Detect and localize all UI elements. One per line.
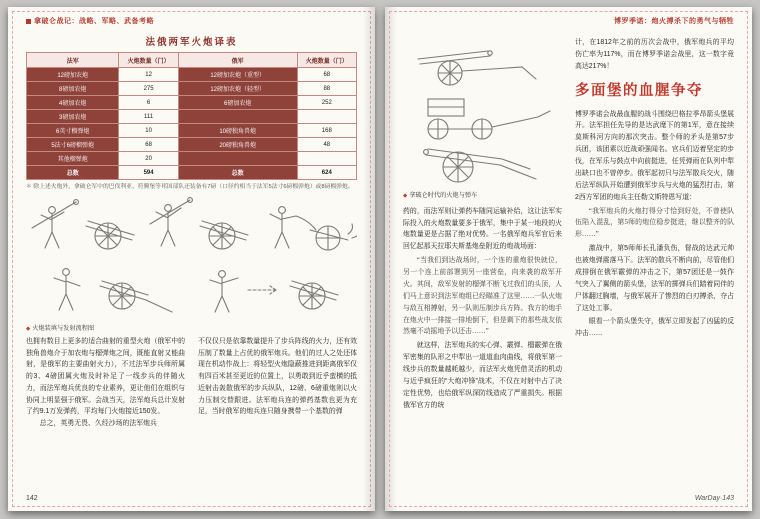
illustration-caption-left (26, 323, 357, 332)
left-body-col-2 (198, 336, 357, 430)
table-row (27, 96, 357, 110)
table-cell: 168 (297, 124, 356, 138)
page-number-left: 142 (26, 495, 38, 502)
table-row (27, 82, 357, 96)
running-head-left-text: 拿破仑战记：战略、军略、武备考略 (34, 18, 154, 25)
cannon-and-caisson-illustration (404, 37, 562, 189)
body-paragraph: 激战中，第5师师长孔潘负伤，督战的达武元帅也被炮弹震落马下。法军的散兵不断向前，尽管他们成排倒在俄军霰弹的冲击之下，第57团还是一鼓作气突入了翼侧的箭头堡，法军的掷弹兵们踏着同伴的尸体翻过胸墙，与俄军展开了惨烈的白刃搏杀，夺占了这处工事。 (575, 245, 734, 312)
table-cell (297, 110, 356, 124)
running-head-right-text: 博罗季诺：炮火搏杀下的勇气与牺牲 (614, 18, 734, 25)
body-paragraph: 就这样，法军炮兵的实心弹、霰弹、榴霰弹在俄军密集的队形之中犁出一道道血肉曲线，将俄军第一线步兵的数量越耗越少，而法军火炮凭借灵活的机动与近乎疯狂的“大炮冲锋”战术，不仅在对射中占了决定性优势，也给俄军纵深防线造成了严重损失。根据俄军官方的统 (403, 342, 562, 409)
table-body (27, 68, 357, 180)
table-cell: 8磅加农炮 (27, 82, 119, 96)
table-header-row (27, 53, 357, 68)
table-header-cell: 法军 (27, 53, 119, 68)
table-cell: 12磅加农炮（重型） (178, 68, 297, 82)
header-ornament-icon (26, 19, 31, 24)
table-title: 法俄两军火炮译表 (145, 37, 238, 48)
table-cell: 10 (119, 124, 178, 138)
table-cell: 总数 (178, 166, 297, 180)
table-cell: 3磅加农炮 (27, 110, 119, 124)
table-cell (178, 110, 297, 124)
body-paragraph: 计，在1812年之前的历次会战中，俄军炮兵的平均伤亡率为117%，而在博罗季诺会战里，这一数字竟高达217%！ (575, 39, 734, 70)
right-body-col-1 (403, 37, 562, 485)
table-cell: 6英寸榴弹炮 (27, 124, 119, 138)
table-cell: 6磅加农炮 (178, 96, 297, 110)
body-paragraph: 也拥有数目上更多的适合曲射的重型火炮（俄军中的独角兽炮介于加农炮与榴弹炮之间，既能直射又能曲射，是俄军的主要曲射火力），不过法军步兵师所属的3、4磅团属火炮及时补足了一线步兵的伴随火力，而法军炮兵优良的专业素养，更让他们在组织与协同上明显强于俄军。会战当天，法军炮兵总计发射了约9.1万发弹药，平均每门火炮接近150发。 (26, 337, 185, 416)
table-cell (178, 152, 297, 166)
table-cell: 6 (119, 96, 178, 110)
table-cell: 275 (119, 82, 178, 96)
table-cell (297, 152, 356, 166)
page-right (385, 7, 752, 511)
table-cell: 68 (119, 138, 178, 152)
table-cell: 12磅加农炮 (27, 68, 119, 82)
page-left (8, 7, 375, 511)
body-paragraph: 博罗季诺会战最血腥的战斗围绕巴格拉季昂箭头堡展开。法军担任先导的是达武麾下的第1军，意在接续莫斯科河方向的那次突击。整个师的矛头是第57步兵团，该团素以近战顽强闻名。官兵们迈着坚定的步伐，在军乐与鼓点中向前挺进，任凭弹雨在队列中犁出缺口也不曾停步。俄军起初只与法军散兵交火，随后法军纵队开始遭到俄军步兵与火炮的猛烈打击，第2西方军团的炮兵主任勒文斯特恩写道： (575, 110, 734, 201)
table-cell: 20 (119, 152, 178, 166)
table-cell: 111 (119, 110, 178, 124)
table-footnote: ＊ 除上述火炮外，拿破仑军中的巴伐利亚、符腾堡等邦国部队还装备有7磅（口径约相当于法军5法寸6磅榴弹炮）或8磅榴弹炮。 (26, 184, 354, 190)
illustration-caption-left-text: 火炮装填与发射流程图 (32, 324, 95, 332)
section-heading: 多面堡的血腥争夺 (575, 82, 703, 99)
table-row (27, 138, 357, 152)
table-cell: 88 (297, 82, 356, 96)
table-cell: 20磅独角兽炮 (178, 138, 297, 152)
quote-paragraph: “我军炮兵的火炮打得分寸恰到好处，不曾使队伍陷入混乱，第5师的炮位稳步挺进，继以整齐的队形……” (575, 207, 734, 239)
table-header-cell: 俄军 (178, 53, 297, 68)
table-row (27, 68, 357, 82)
diamond-icon: ◆ (403, 193, 408, 199)
body-paragraph: 眼看一个箭头堡失守，俄军立即发起了凶猛的反冲击…… (575, 318, 734, 338)
table-header-cell: 火炮数量（门） (119, 53, 178, 68)
body-paragraph: 药的，而法军则让弹药车随同运输补给，这让法军实际投入的火炮数量要多于俄军，集中于某一地段的火炮数量更是占据了绝对优势。一名俄军炮兵军官后来回忆起那天拉耶夫斯基炮垒附近的炮战场面： (403, 207, 562, 251)
table-header (27, 53, 357, 68)
table-cell: 其他榴弹炮 (27, 152, 119, 166)
quote-paragraph: “当我们到达战场时，一个连的重炮很快就位，另一个连上前部署到另一座营垒，向来袭的敌军开火。其间，敌军发射的榴弹不断飞过我们的头顶，人们马上意识到法军炮组已经瞄准了这里……一队火炮与敌互相搏射，另一队则压制步兵方阵。我方的炮手在炮火中一排接一排地倒下，但是剩下的那些战友依然毫不动摇地予以还击……” (403, 257, 562, 336)
table-row (27, 166, 357, 180)
table-cell: 12 (119, 68, 178, 82)
table-cell: 4磅加农炮 (27, 96, 119, 110)
table-cell: 5法寸6磅榴弹炮 (27, 138, 119, 152)
table-cell: 594 (119, 166, 178, 180)
table-row (27, 124, 357, 138)
table-cell: 48 (297, 138, 356, 152)
table-row (27, 152, 357, 166)
table-cell: 68 (297, 68, 356, 82)
cannon-illustration-wrap (403, 37, 562, 189)
right-page-content (403, 37, 734, 485)
table-cell: 624 (297, 166, 356, 180)
diamond-icon: ◆ (26, 325, 31, 332)
table-header-cell: 火炮数量（门） (297, 53, 356, 68)
left-body-col-1 (26, 336, 185, 430)
left-page-content (26, 34, 357, 430)
running-head-right (614, 16, 734, 26)
illustration-caption-right (403, 191, 562, 202)
body-paragraph: 总之，英勇无畏、久经沙场的法军炮兵 (39, 420, 157, 428)
left-body-columns (26, 336, 357, 430)
right-body-col-2 (575, 37, 734, 485)
table-cell: 10磅独角兽炮 (178, 124, 297, 138)
table-cell: 12磅加农炮（轻型） (178, 82, 297, 96)
table-row (27, 110, 357, 124)
page-number-right: WarDay·143 (694, 495, 734, 502)
running-head-left (26, 16, 154, 26)
artillery-comparison-table (26, 52, 357, 180)
table-cell: 252 (297, 96, 356, 110)
illustration-caption-right-text: 拿破仑时代的火炮与弹车 (409, 192, 478, 199)
body-paragraph: 不仅仅只是依靠数量提升了步兵阵线的火力，还有效压制了数量上占优的俄军炮兵。他们的过人之处还体现在机动作战上：将轻型火炮隐蔽推进到距离俄军仅有四百米甚至更近的位置上，以勇敢到近乎蛮横的抵近射击轰散俄军的步兵纵队，12磅、6磅重炮则以火力压制交替跟进。法军炮兵连的弹药基数也更为充足，当时俄军的炮兵连只随身携带一个基数的弹 (198, 337, 357, 416)
table-cell: 总数 (27, 166, 119, 180)
artillery-drill-illustration (26, 194, 357, 322)
